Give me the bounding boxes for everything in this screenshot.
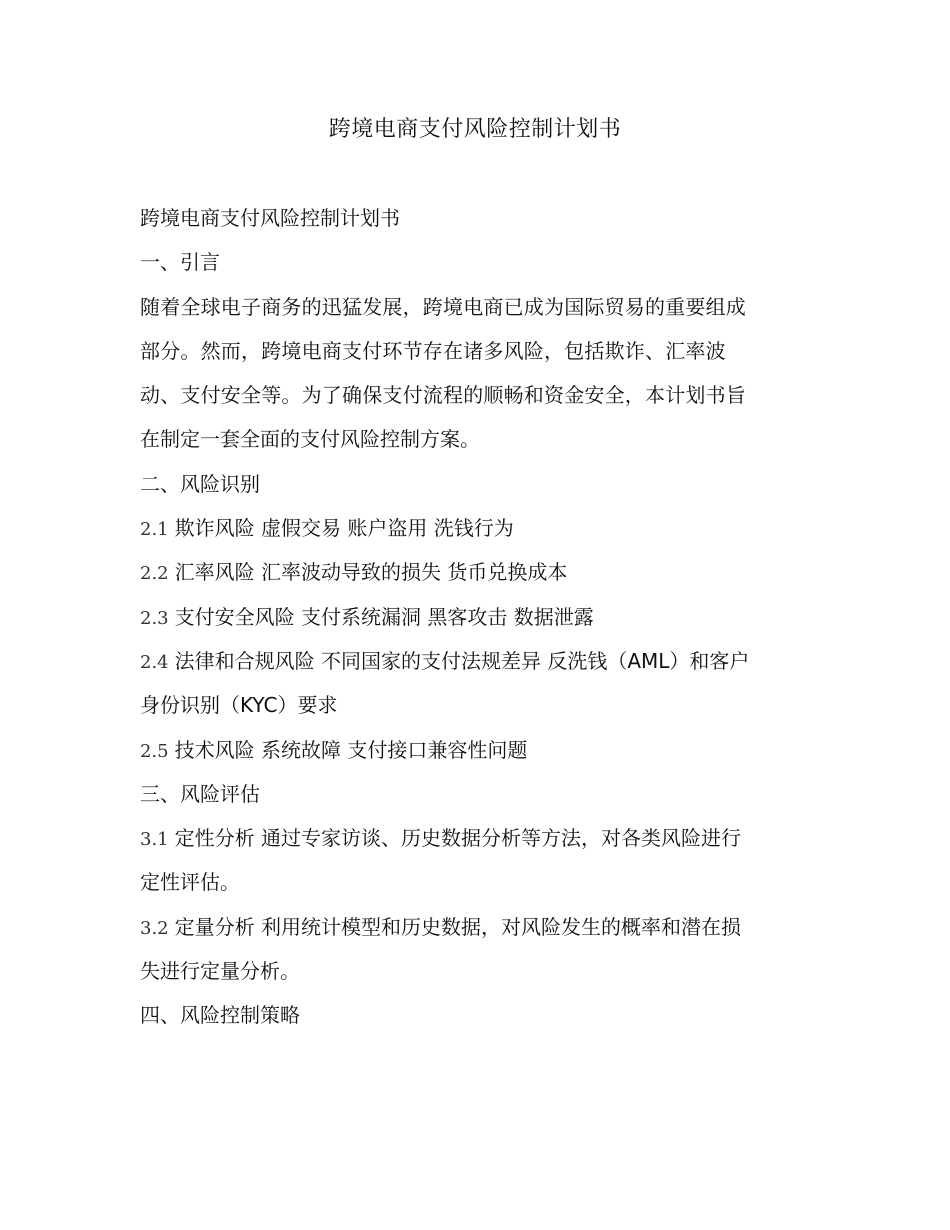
line-text: 失进行定量分析。 — [140, 959, 300, 984]
line-text: 汇率风险 汇率波动导致的损失 货币兑换成本 — [174, 560, 568, 585]
list-item — [140, 816, 805, 860]
line-text: 技术风险 系统故障 支付接口兼容性问题 — [174, 737, 528, 762]
line-text: 支付安全风险 支付系统漏洞 黑客攻击 数据泄露 — [174, 604, 594, 629]
section-heading-risk-control — [140, 993, 805, 1037]
list-item-continuation — [140, 949, 805, 993]
paragraph-line — [140, 417, 805, 461]
list-item — [140, 905, 805, 949]
document-body — [140, 196, 805, 1038]
section-heading-intro — [140, 240, 805, 284]
section-heading-risk-identification — [140, 462, 805, 506]
line-text: 动、支付安全等。为了确保支付流程的顺畅和资金安全，本计划书旨 — [140, 383, 746, 408]
item-number: 3.1 — [140, 829, 169, 851]
list-item-continuation — [140, 860, 805, 904]
list-item — [140, 728, 805, 772]
list-item-continuation — [140, 683, 805, 727]
list-item — [140, 550, 805, 594]
line-text: 部分。然而，跨境电商支付环节存在诸多风险，包括欺诈、汇率波 — [140, 338, 726, 363]
paragraph-subtitle — [140, 196, 805, 240]
document-title: 跨境电商支付风险控制计划书 — [328, 117, 622, 142]
paragraph-line — [140, 373, 805, 417]
list-item — [140, 506, 805, 550]
item-number: 3.2 — [140, 917, 169, 939]
item-number: 2.4 — [140, 651, 169, 673]
item-number: 2.2 — [140, 563, 169, 585]
line-text: 法律和合规风险 不同国家的支付法规差异 反洗钱（AML）和客户 — [174, 648, 750, 673]
section-heading-risk-assessment — [140, 772, 805, 816]
line-text: 在制定一套全面的支付风险控制方案。 — [140, 427, 480, 452]
line-text: 欺诈风险 虚假交易 账户盗用 洗钱行为 — [174, 516, 514, 541]
line-text: 三、风险评估 — [140, 781, 260, 806]
item-number: 2.1 — [140, 519, 169, 541]
line-text: 一、引言 — [140, 250, 220, 275]
item-number: 2.3 — [140, 607, 169, 629]
line-text: 二、风险识别 — [140, 471, 260, 496]
item-number: 2.5 — [140, 740, 169, 762]
line-text: 身份识别（KYC）要求 — [140, 693, 338, 718]
line-text: 随着全球电子商务的迅猛发展，跨境电商已成为国际贸易的重要组成 — [140, 294, 746, 319]
list-item — [140, 639, 805, 683]
line-text: 四、风险控制策略 — [140, 1003, 300, 1028]
line-text: 定量分析 利用统计模型和历史数据，对风险发生的概率和潜在损 — [174, 914, 741, 939]
line-text: 定性评估。 — [140, 870, 240, 895]
list-item — [140, 595, 805, 639]
paragraph-line — [140, 285, 805, 329]
paragraph-line — [140, 329, 805, 373]
line-text: 定性分析 通过专家访谈、历史数据分析等方法，对各类风险进行 — [174, 826, 741, 851]
line-text: 跨境电商支付风险控制计划书 — [140, 206, 400, 230]
